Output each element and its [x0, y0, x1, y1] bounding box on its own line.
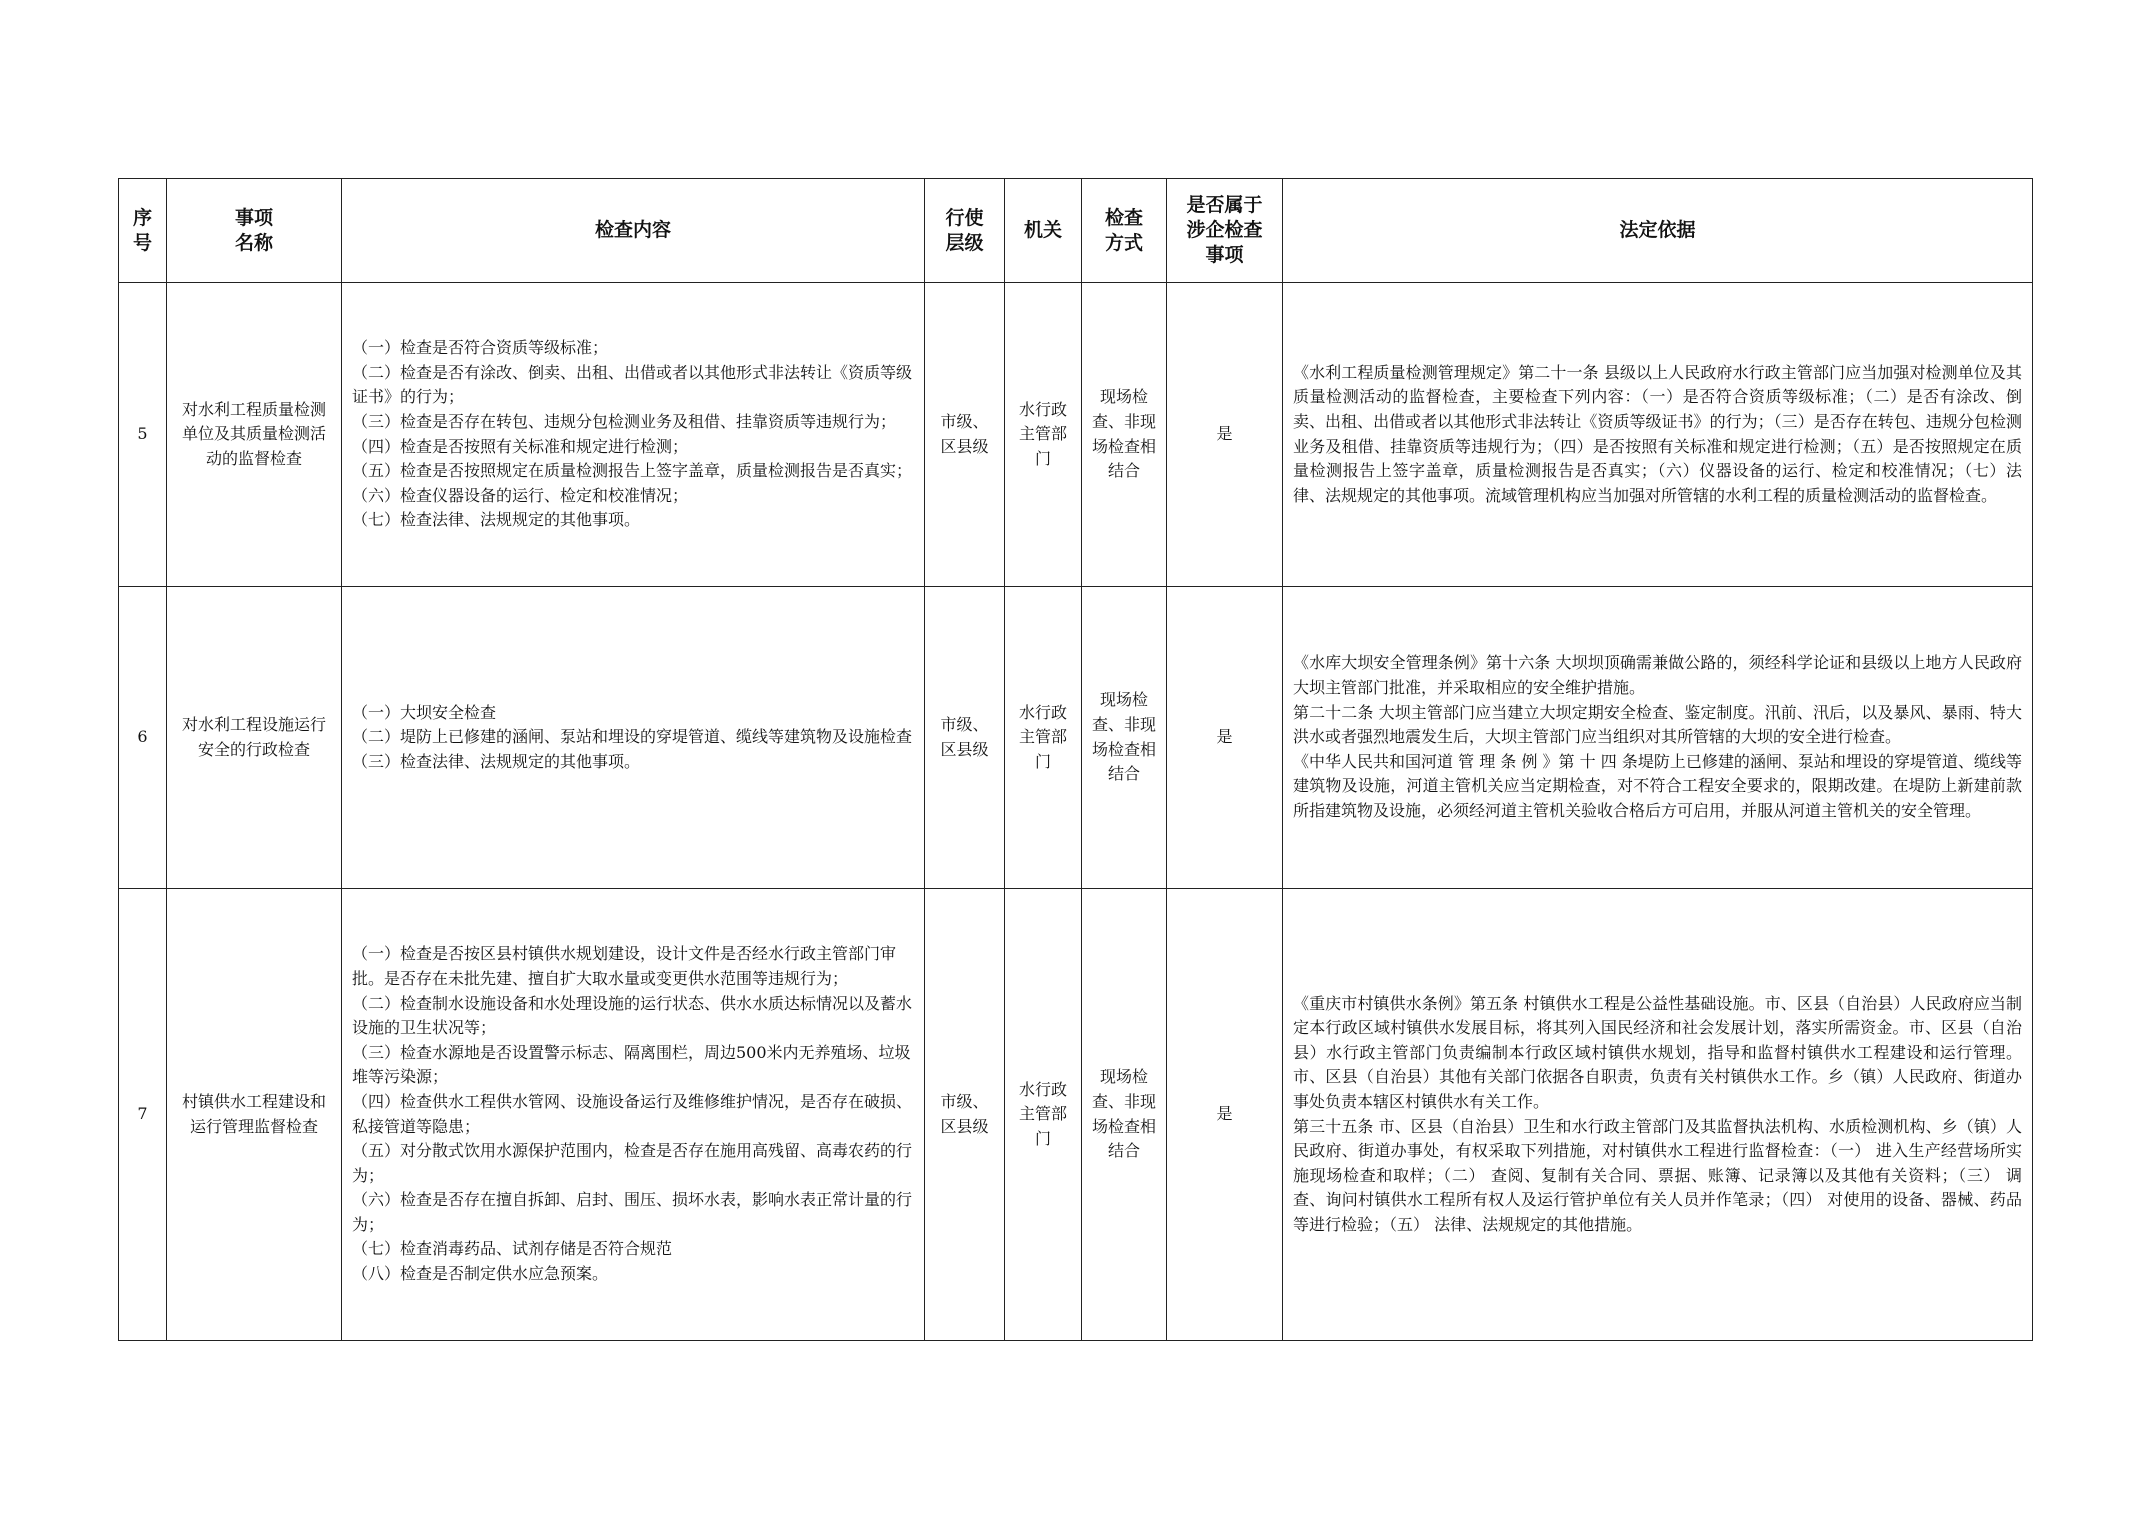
cell-item-name: 村镇供水工程建设和运行管理监督检查: [167, 889, 342, 1341]
header-enterprise-related: 是否属于 涉企检查 事项: [1167, 179, 1283, 283]
cell-method: 现场检查、非现场检查相结合: [1082, 283, 1167, 587]
cell-inspection-content: （一）检查是否按区县村镇供水规划建设，设计文件是否经水行政主管部门审批。是否存在未批先建、擅自扩大取水量或变更供水范围等违规行为； （二）检查制水设施设备和水处理设施的运行状态、供水水质达标情况以及蓄水设施的卫生状况等； （三）检查水源地是否设置警示标志、隔离围栏，周边500米内无养殖场、垃圾堆等污染源； （四）检查供水工程供水管网、设施设备运行及维修维护情况，是否存在破损、私接管道等隐患； （五）对分散式饮用水源保护范围内，检查是否存在施用高残留、高毒农药的行为； （六）检查是否存在擅自拆卸、启封、围压、损坏水表，影响水表正常计量的行为； （七）检查消毒药品、试剂存储是否符合规范 （八）检查是否制定供水应急预案。: [342, 889, 925, 1341]
cell-enterprise-related: 是: [1167, 283, 1283, 587]
cell-method: 现场检查、非现场检查相结合: [1082, 889, 1167, 1341]
table-row: [119, 587, 2033, 889]
cell-item-name: 对水利工程质量检测单位及其质量检测活动的监督检查: [167, 283, 342, 587]
inspection-table: [118, 178, 2033, 1341]
cell-authority: 水行政主管部门: [1005, 587, 1082, 889]
header-authority: 机关: [1005, 179, 1082, 283]
header-inspection-content: 检查内容: [342, 179, 925, 283]
cell-legal-basis: 《水利工程质量检测管理规定》第二十一条 县级以上人民政府水行政主管部门应当加强对检测单位及其质量检测活动的监督检查，主要检查下列内容：（一）是否符合资质等级标准；（二）是否有涂改、倒卖、出租、出借或者以其他形式非法转让《资质等级证书》的行为；（三）是否存在转包、违规分包检测业务及租借、挂靠资质等违规行为；（四）是否按照有关标准和规定进行检测；（五）是否按照规定在质量检测报告上签字盖章，质量检测报告是否真实；（六）仪器设备的运行、检定和校准情况；（七）法律、法规规定的其他事项。流域管理机构应当加强对所管辖的水利工程的质量检测活动的监督检查。: [1283, 283, 2033, 587]
table-row: [119, 889, 2033, 1341]
header-level: 行使 层级: [925, 179, 1005, 283]
header-item-name: 事项 名称: [167, 179, 342, 283]
cell-seq: 7: [119, 889, 167, 1341]
header-seq: 序 号: [119, 179, 167, 283]
cell-item-name: 对水利工程设施运行安全的行政检查: [167, 587, 342, 889]
table-row: [119, 283, 2033, 587]
header-method: 检查 方式: [1082, 179, 1167, 283]
table-header-row: [119, 179, 2033, 283]
cell-authority: 水行政主管部门: [1005, 283, 1082, 587]
cell-level: 市级、区县级: [925, 587, 1005, 889]
cell-legal-basis: 《重庆市村镇供水条例》第五条 村镇供水工程是公益性基础设施。市、区县（自治县）人民政府应当制定本行政区域村镇供水发展目标，将其列入国民经济和社会发展计划，落实所需资金。市、区县（自治县）水行政主管部门负责编制本行政区域村镇供水规划，指导和监督村镇供水工程建设和运行管理。市、区县（自治县）其他有关部门依据各自职责，负责有关村镇供水工作。乡（镇）人民政府、街道办事处负责本辖区村镇供水有关工作。 第三十五条 市、区县（自治县）卫生和水行政主管部门及其监督执法机构、水质检测机构、乡（镇）人民政府、街道办事处，有权采取下列措施，对村镇供水工程进行监督检查：（一） 进入生产经营场所实施现场检查和取样；（二） 查阅、复制有关合同、票据、账簿、记录簿以及其他有关资料；（三） 调查、询问村镇供水工程所有权人及运行管护单位有关人员并作笔录；（四） 对使用的设备、器械、药品等进行检验；（五） 法律、法规规定的其他措施。: [1283, 889, 2033, 1341]
header-legal-basis: 法定依据: [1283, 179, 2033, 283]
cell-level: 市级、区县级: [925, 889, 1005, 1341]
cell-inspection-content: （一）检查是否符合资质等级标准； （二）检查是否有涂改、倒卖、出租、出借或者以其他形式非法转让《资质等级证书》的行为； （三）检查是否存在转包、违规分包检测业务及租借、挂靠资质等违规行为； （四）检查是否按照有关标准和规定进行检测； （五）检查是否按照规定在质量检测报告上签字盖章，质量检测报告是否真实； （六）检查仪器设备的运行、检定和校准情况； （七）检查法律、法规规定的其他事项。: [342, 283, 925, 587]
cell-legal-basis: 《水库大坝安全管理条例》第十六条 大坝坝顶确需兼做公路的，须经科学论证和县级以上地方人民政府大坝主管部门批准，并采取相应的安全维护措施。 第二十二条 大坝主管部门应当建立大坝定期安全检查、鉴定制度。汛前、汛后，以及暴风、暴雨、特大洪水或者强烈地震发生后，大坝主管部门应当组织对其所管辖的大坝的安全进行检查。 《中华人民共和国河道 管 理 条 例 》第 十 四 条堤防上已修建的涵闸、泵站和埋设的穿堤管道、缆线等建筑物及设施，河道主管机关应当定期检查，对不符合工程安全要求的，限期改建。在堤防上新建前款所指建筑物及设施，必须经河道主管机关验收合格后方可启用，并服从河道主管机关的安全管理。: [1283, 587, 2033, 889]
cell-method: 现场检查、非现场检查相结合: [1082, 587, 1167, 889]
cell-authority: 水行政主管部门: [1005, 889, 1082, 1341]
cell-level: 市级、区县级: [925, 283, 1005, 587]
cell-seq: 5: [119, 283, 167, 587]
cell-enterprise-related: 是: [1167, 587, 1283, 889]
cell-inspection-content: （一）大坝安全检查 （二）堤防上已修建的涵闸、泵站和埋设的穿堤管道、缆线等建筑物及设施检查 （三）检查法律、法规规定的其他事项。: [342, 587, 925, 889]
cell-seq: 6: [119, 587, 167, 889]
cell-enterprise-related: 是: [1167, 889, 1283, 1341]
